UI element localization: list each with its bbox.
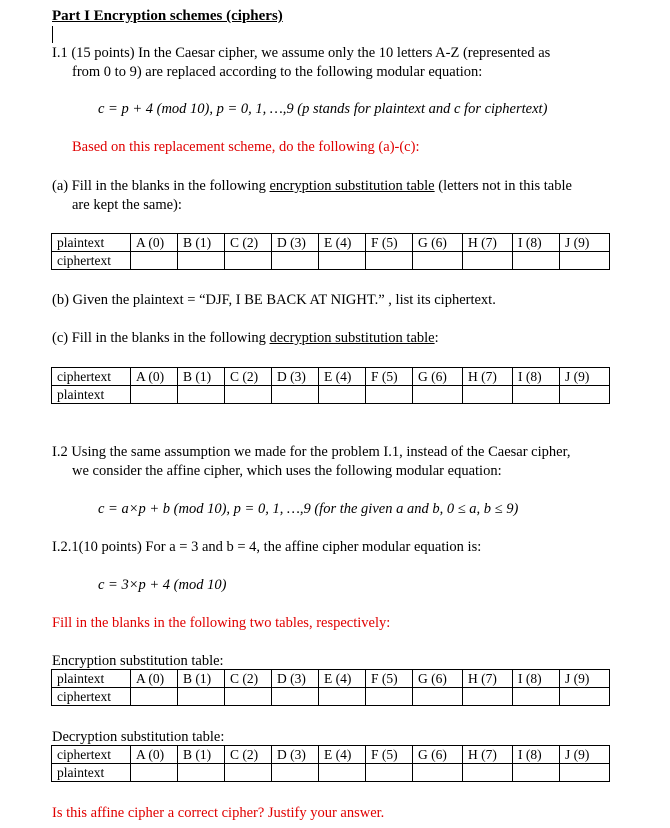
letter-cell: I (8) xyxy=(513,670,560,688)
letter-cell: E (4) xyxy=(319,670,366,688)
blank-cell[interactable] xyxy=(178,764,225,782)
letter-cell: H (7) xyxy=(463,746,513,764)
table-row xyxy=(52,252,610,270)
q1a-pre: (a) Fill in the blanks in the following xyxy=(52,178,270,194)
letter-cell: F (5) xyxy=(366,234,413,252)
letter-cell: H (7) xyxy=(463,368,513,386)
blank-cell[interactable] xyxy=(560,252,610,270)
q2-line2: we consider the affine cipher, which uses the following modular equation: xyxy=(72,463,502,479)
blank-cell[interactable] xyxy=(513,688,560,706)
blank-cell[interactable] xyxy=(413,252,463,270)
blank-cell[interactable] xyxy=(178,688,225,706)
q2-final-question: Is this affine cipher a correct cipher? Justify your answer. xyxy=(52,805,385,821)
blank-cell[interactable] xyxy=(463,764,513,782)
q1c-line xyxy=(52,330,439,347)
blank-cell[interactable] xyxy=(463,252,513,270)
q1a-encryption-table xyxy=(51,233,610,270)
letter-cell: A (0) xyxy=(131,746,178,764)
letter-cell: G (6) xyxy=(413,234,463,252)
letter-cell: B (1) xyxy=(178,670,225,688)
letter-cell: E (4) xyxy=(319,746,366,764)
letter-cell: H (7) xyxy=(463,234,513,252)
row-label-ciphertext: ciphertext xyxy=(52,368,131,386)
blank-cell[interactable] xyxy=(225,386,272,404)
letter-cell: B (1) xyxy=(178,746,225,764)
blank-cell[interactable] xyxy=(560,688,610,706)
letter-cell: J (9) xyxy=(560,368,610,386)
blank-cell[interactable] xyxy=(560,386,610,404)
letter-cell: F (5) xyxy=(366,670,413,688)
blank-cell[interactable] xyxy=(366,252,413,270)
letter-cell: G (6) xyxy=(413,368,463,386)
letter-cell: A (0) xyxy=(131,670,178,688)
letter-cell: B (1) xyxy=(178,234,225,252)
q1a-post: (letters not in this table xyxy=(434,178,572,194)
row-label-plaintext: plaintext xyxy=(52,234,131,252)
letter-cell: D (3) xyxy=(272,368,319,386)
blank-cell[interactable] xyxy=(319,386,366,404)
q1-line1: I.1 (15 points) In the Caesar cipher, we assume only the 10 letters A-Z (represented as xyxy=(52,45,551,61)
letter-cell: F (5) xyxy=(366,746,413,764)
blank-cell[interactable] xyxy=(178,386,225,404)
blank-cell[interactable] xyxy=(131,386,178,404)
letter-cell: A (0) xyxy=(131,234,178,252)
blank-cell[interactable] xyxy=(463,688,513,706)
letter-cell: E (4) xyxy=(319,368,366,386)
q1a-link: encryption substitution table xyxy=(269,178,435,194)
letter-cell: F (5) xyxy=(366,368,413,386)
letter-cell: H (7) xyxy=(463,670,513,688)
letter-cell: J (9) xyxy=(560,234,610,252)
row-label-ciphertext: ciphertext xyxy=(52,746,131,764)
table-row xyxy=(52,386,610,404)
letter-cell: A (0) xyxy=(131,368,178,386)
q2-equation: c = a×p + b (mod 10), p = 0, 1, …,9 (for the given a and b, 0 ≤ a, b ≤ 9) xyxy=(98,501,519,517)
row-label-plaintext: plaintext xyxy=(52,386,131,404)
letter-cell: C (2) xyxy=(225,368,272,386)
blank-cell[interactable] xyxy=(513,386,560,404)
q1c-link: decryption substitution table xyxy=(269,330,435,346)
q1a-line2: are kept the same): xyxy=(72,197,182,213)
q2-enc-caption: Encryption substitution table: xyxy=(52,653,224,669)
q1c-post: : xyxy=(434,330,439,346)
blank-cell[interactable] xyxy=(131,688,178,706)
q2-decryption-table xyxy=(51,745,610,782)
blank-cell[interactable] xyxy=(225,252,272,270)
blank-cell[interactable] xyxy=(272,764,319,782)
q2-dec-caption: Decryption substitution table: xyxy=(52,729,225,745)
row-label-plaintext: plaintext xyxy=(52,764,131,782)
blank-cell[interactable] xyxy=(366,764,413,782)
blank-cell[interactable] xyxy=(225,688,272,706)
q2-encryption-table xyxy=(51,669,610,706)
table-row xyxy=(52,688,610,706)
letter-cell: G (6) xyxy=(413,746,463,764)
letter-cell: I (8) xyxy=(513,368,560,386)
table-row xyxy=(52,234,610,252)
letter-cell: E (4) xyxy=(319,234,366,252)
blank-cell[interactable] xyxy=(513,252,560,270)
q1-equation: c = p + 4 (mod 10), p = 0, 1, …,9 (p stands for plaintext and c for ciphertext) xyxy=(98,101,548,117)
table-row xyxy=(52,670,610,688)
q1c-decryption-table xyxy=(51,367,610,404)
q1-instruction: Based on this replacement scheme, do the following (a)-(c): xyxy=(72,139,420,155)
blank-cell[interactable] xyxy=(272,688,319,706)
row-label-ciphertext: ciphertext xyxy=(52,252,131,270)
letter-cell: B (1) xyxy=(178,368,225,386)
letter-cell: C (2) xyxy=(225,746,272,764)
blank-cell[interactable] xyxy=(319,764,366,782)
blank-cell[interactable] xyxy=(366,688,413,706)
table-row xyxy=(52,764,610,782)
blank-cell[interactable] xyxy=(413,386,463,404)
blank-cell[interactable] xyxy=(413,764,463,782)
table-row xyxy=(52,368,610,386)
q1-line2: from 0 to 9) are replaced according to the following modular equation: xyxy=(72,64,483,80)
letter-cell: J (9) xyxy=(560,670,610,688)
letter-cell: D (3) xyxy=(272,670,319,688)
q2-line1: I.2 Using the same assumption we made for the problem I.1, instead of the Caesar cipher, xyxy=(52,444,571,460)
q2-fill-instruction: Fill in the blanks in the following two tables, respectively: xyxy=(52,615,391,631)
blank-cell[interactable] xyxy=(272,386,319,404)
blank-cell[interactable] xyxy=(366,386,413,404)
letter-cell: C (2) xyxy=(225,670,272,688)
letter-cell: G (6) xyxy=(413,670,463,688)
blank-cell[interactable] xyxy=(178,252,225,270)
table-row xyxy=(52,746,610,764)
row-label-plaintext: plaintext xyxy=(52,670,131,688)
blank-cell[interactable] xyxy=(131,764,178,782)
blank-cell[interactable] xyxy=(413,688,463,706)
blank-cell[interactable] xyxy=(319,688,366,706)
letter-cell: D (3) xyxy=(272,746,319,764)
letter-cell: C (2) xyxy=(225,234,272,252)
blank-cell[interactable] xyxy=(131,252,178,270)
q2-sub-line: I.2.1(10 points) For a = 3 and b = 4, the affine cipher modular equation is: xyxy=(52,539,482,555)
blank-cell[interactable] xyxy=(560,764,610,782)
blank-cell[interactable] xyxy=(272,252,319,270)
text-cursor xyxy=(52,26,53,43)
letter-cell: D (3) xyxy=(272,234,319,252)
q1c-pre: (c) Fill in the blanks in the following xyxy=(52,330,270,346)
blank-cell[interactable] xyxy=(463,386,513,404)
blank-cell[interactable] xyxy=(319,252,366,270)
letter-cell: J (9) xyxy=(560,746,610,764)
q2-sub-equation: c = 3×p + 4 (mod 10) xyxy=(98,577,227,593)
letter-cell: I (8) xyxy=(513,234,560,252)
q1a-line1 xyxy=(52,178,572,195)
blank-cell[interactable] xyxy=(513,764,560,782)
q1b-text: (b) Given the plaintext = “DJF, I BE BACK AT NIGHT.” , list its ciphertext. xyxy=(52,292,496,308)
row-label-ciphertext: ciphertext xyxy=(52,688,131,706)
letter-cell: I (8) xyxy=(513,746,560,764)
part-title: Part I Encryption schemes (ciphers) xyxy=(52,8,283,24)
blank-cell[interactable] xyxy=(225,764,272,782)
